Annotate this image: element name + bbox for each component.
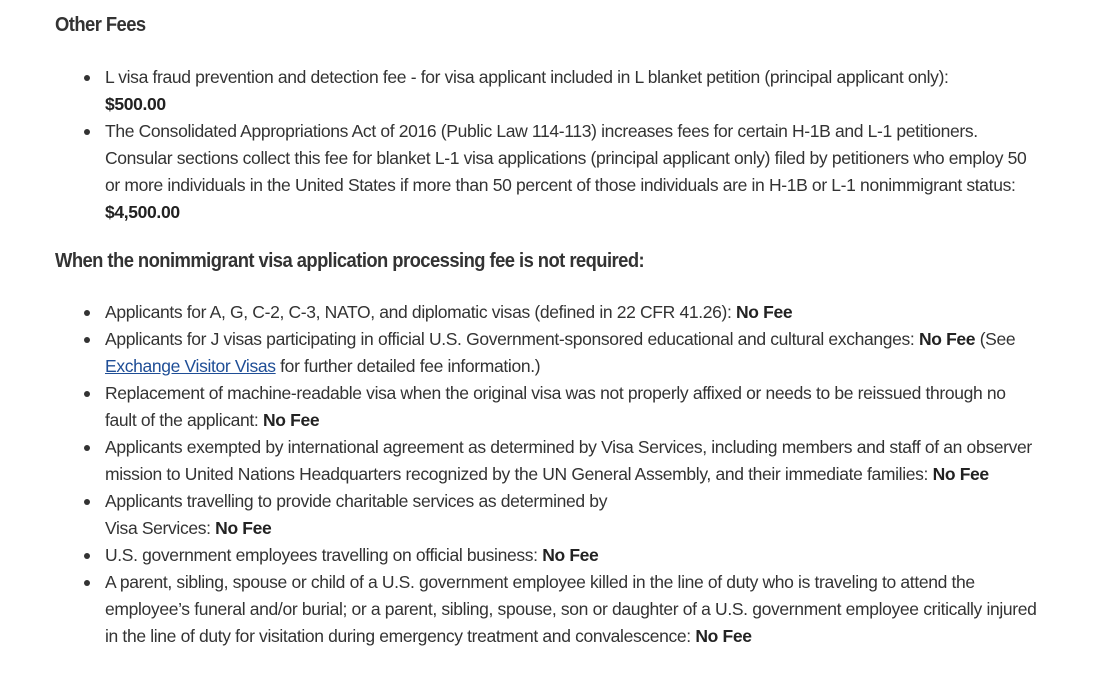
list-item-text (105, 299, 1040, 326)
list-item (0, 118, 1096, 226)
fee-description: L visa fraud prevention and detection fee - for visa applicant included in L blanket petition (principal applicant only): (105, 67, 949, 87)
bullet-icon (84, 75, 90, 81)
list-item (0, 488, 1096, 542)
fee-amount: $500.00 (105, 94, 166, 114)
list-item-text (105, 326, 1040, 380)
fee-amount: $4,500.00 (105, 202, 180, 222)
fee-not-required-list (0, 299, 1096, 650)
fee-amount: No Fee (695, 626, 752, 646)
exemption-description: Replacement of machine-readable visa when the original visa was not properly affixed or needs to be reissued through no fault of the applicant: (105, 383, 1006, 430)
fee-amount: No Fee (542, 545, 599, 565)
exemption-description-continued: Visa Services: (105, 518, 216, 538)
fee-description: The Consolidated Appropriations Act of 2016 (Public Law 114-113) increases fees for certain H-1B and L-1 petitioners. Consular sections collect this fee for blanket L-1 visa applications (principal applicant only) filed by petitioners who employ 50 or more individuals in the United States if more than 50 percent of those individuals are in H-1B or L-1 nonimmigrant status: (105, 121, 1027, 195)
fee-amount: No Fee (262, 410, 320, 430)
list-item-text (105, 64, 1040, 118)
list-item (0, 569, 1096, 650)
list-item-text (105, 569, 1040, 650)
bullet-icon (84, 310, 90, 316)
list-item (0, 299, 1096, 326)
exemption-description: Applicants exempted by international agreement as determined by Visa Services, including members and staff of an observer mission to United Nations Headquarters recognized by the UN General Assembly, and their immediate families: (105, 437, 1032, 484)
bullet-icon (84, 129, 90, 135)
fee-amount: No Fee (918, 329, 976, 349)
note-suffix: for further detailed fee information.) (275, 356, 541, 376)
other-fees-list (0, 64, 1096, 226)
bullet-icon (84, 445, 90, 451)
bullet-icon (84, 580, 90, 586)
list-item (0, 326, 1096, 380)
exemption-description: Applicants for A, G, C-2, C-3, NATO, and diplomatic visas (defined in 22 CFR 41.26): (105, 302, 736, 322)
bullet-icon (84, 391, 90, 397)
bullet-icon (84, 337, 90, 343)
exemption-description: Applicants for J visas participating in official U.S. Government-sponsored educational and cultural exchanges: (105, 329, 919, 349)
list-item-text (105, 542, 1040, 569)
exchange-visitor-visas-link[interactable]: Exchange Visitor Visas (105, 356, 276, 376)
list-item (0, 64, 1096, 118)
fee-amount: No Fee (736, 302, 793, 322)
exemption-description: Applicants travelling to provide charitable services as determined by (105, 491, 608, 511)
list-item-text (105, 380, 1040, 434)
list-item (0, 542, 1096, 569)
list-item (0, 380, 1096, 434)
fee-amount: No Fee (215, 518, 272, 538)
bullet-icon (84, 553, 90, 559)
bullet-icon (84, 499, 90, 505)
list-item-text (105, 118, 1040, 226)
note-prefix: (See (975, 329, 1016, 349)
list-item-text (105, 434, 1040, 488)
exemption-description: A parent, sibling, spouse or child of a U.S. government employee killed in the line of duty who is traveling to attend the employee’s funeral and/or burial; or a parent, sibling, spouse, son or daughter of a U.S. government employee critically injured in the line of duty for visitation during emergency treatment and convalescence: (105, 572, 1037, 646)
fee-not-required-heading: When the nonimmigrant visa application processing fee is not required: (55, 250, 645, 272)
fee-amount: No Fee (932, 464, 989, 484)
list-item-text (105, 488, 1040, 542)
other-fees-heading: Other Fees (55, 14, 146, 36)
list-item (0, 434, 1096, 488)
exemption-description: U.S. government employees travelling on official business: (105, 545, 543, 565)
